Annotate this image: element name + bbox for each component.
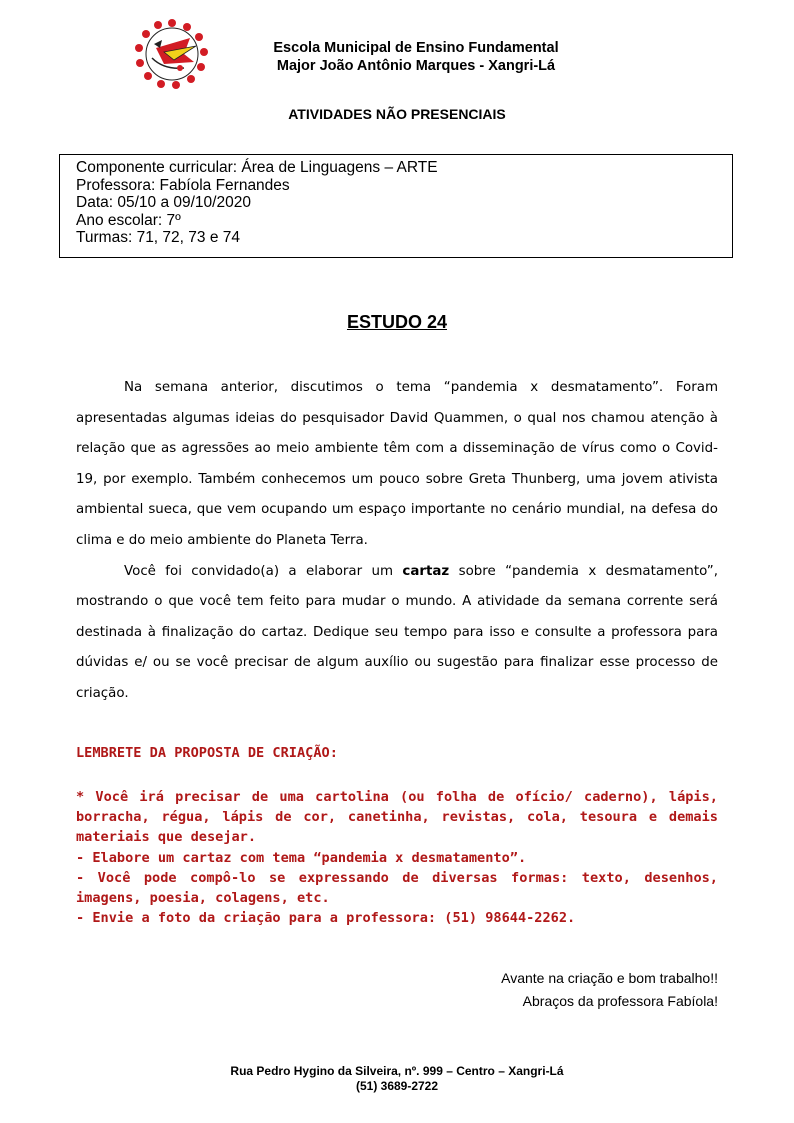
reminder-materials: * Você irá precisar de uma cartolina (ou folha de ofício/ caderno), lápis, borracha, régua, lápis de cor, canetinha, revistas, cola, tesoura e demais materiais que desejar. bbox=[76, 789, 718, 845]
reminder-item: - Elabore um cartaz com tema “pandemia x desmatamento”. bbox=[76, 850, 527, 866]
school-name bbox=[210, 39, 622, 75]
reminder-title: LEMBRETE DA PROPOSTA DE CRIAÇÃO: bbox=[76, 745, 338, 761]
info-box bbox=[59, 154, 733, 258]
paragraph-2-start: Você foi convidado(a) a elaborar um bbox=[124, 563, 403, 579]
study-body bbox=[76, 373, 718, 710]
study-title: ESTUDO 24 bbox=[346, 312, 448, 332]
reminder-item: - Você pode compô-lo se expressando de diversas formas: texto, desenhos, imagens, poesia, colagens, etc. bbox=[76, 870, 718, 906]
closing-line2: Abraços da professora Fabíola! bbox=[522, 993, 718, 1009]
school-logo bbox=[134, 18, 210, 90]
info-date: Data: 05/10 a 09/10/2020 bbox=[76, 194, 251, 211]
info-classes: Turmas: 71, 72, 73 e 74 bbox=[76, 229, 240, 246]
activities-title: ATIVIDADES NÃO PRESENCIAIS bbox=[288, 106, 506, 122]
footer-phone: (51) 3689-2722 bbox=[355, 1079, 439, 1093]
school-name-line1: Escola Municipal de Ensino Fundamental bbox=[273, 40, 559, 56]
closing bbox=[501, 967, 718, 1013]
reminder-list bbox=[76, 848, 718, 928]
footer-address: Rua Pedro Hygino da Silveira, nº. 999 – Centro – Xangri-Lá bbox=[230, 1064, 564, 1078]
closing-line1: Avante na criação e bom trabalho!! bbox=[501, 970, 718, 986]
paragraph-2 bbox=[76, 557, 718, 710]
paragraph-1: Na semana anterior, discutimos o tema “pandemia x desmatamento”. Foram apresentadas algumas ideias do pesquisador David Quammen, o qual nos chamou atenção à relação que as agressões ao meio ambiente têm com a disseminação de vírus como o Covid-19, por exemplo. Também conhecemos um pouco sobre Greta Thunberg, uma jovem ativista ambiental sueca, que vem ocupando um espaço importante no cenário mundial, na defesa do clima e do meio ambiente do Planeta Terra. bbox=[76, 380, 718, 548]
info-teacher: Professora: Fabíola Fernandes bbox=[76, 176, 290, 194]
school-name-line2: Major João Antônio Marques - Xangri-Lá bbox=[276, 58, 556, 74]
paragraph-2-bold: cartaz bbox=[402, 563, 450, 579]
paragraph-2-end: sobre “pandemia x desmatamento”, mostrando o que você tem feito para mudar o mundo. A atividade da semana corrente será destinada à finalização do cartaz. Dedique seu tempo para isso e consulte a professora para dúvidas e/ ou se você precisar de algum auxílio ou sugestão para finalizar esse processo de criação. bbox=[76, 563, 718, 701]
reminder-item: - Envie a foto da criação para a professora: (51) 98644-2262. bbox=[76, 910, 576, 926]
info-component: Componente curricular: Área de Linguagens – ARTE bbox=[76, 159, 438, 176]
info-year: Ano escolar: 7º bbox=[76, 211, 181, 229]
footer bbox=[0, 1064, 794, 1094]
